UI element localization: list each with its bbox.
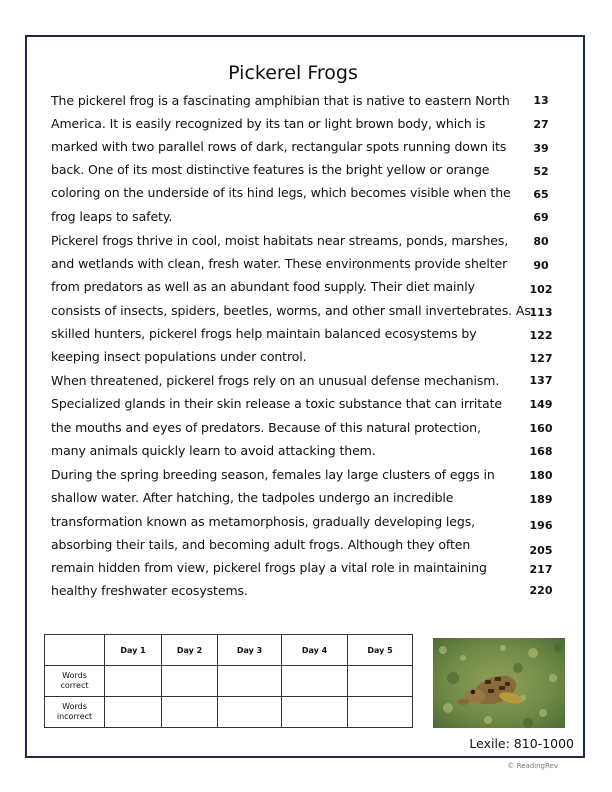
passage-line: marked with two parallel rows of dark, rectangular spots running down its <box>51 139 507 154</box>
word-count: 39 <box>533 142 549 155</box>
word-count: 52 <box>533 165 549 178</box>
word-count: 205 <box>529 544 553 557</box>
word-count: 160 <box>529 422 553 435</box>
passage-line: During the spring breeding season, females lay large clusters of eggs in <box>51 467 495 482</box>
passage-line: consists of insects, spiders, beetles, worms, and other small invertebrates. As <box>51 303 531 318</box>
word-count: 217 <box>529 563 553 576</box>
page-title: Pickerel Frogs <box>228 62 358 84</box>
day-5-correct-cell[interactable] <box>348 666 413 697</box>
day-3-incorrect-cell[interactable] <box>218 697 282 728</box>
passage-line: Pickerel frogs thrive in cool, moist habitats near streams, ponds, marshes, <box>51 233 509 248</box>
passage-line: When threatened, pickerel frogs rely on an unusual defense mechanism. <box>51 373 500 388</box>
passage-line: remain hidden from view, pickerel frogs play a vital role in maintaining <box>51 560 487 575</box>
lexile-level: Lexile: 810-1000 <box>469 736 574 751</box>
passage-line: the mouths and eyes of predators. Because of this natural protection, <box>51 420 481 435</box>
word-count: 69 <box>533 211 549 224</box>
word-count: 189 <box>529 493 553 506</box>
day-3-correct-cell[interactable] <box>218 666 282 697</box>
frog-photo-illustration <box>433 638 565 728</box>
day-5-header: Day 5 <box>348 635 413 666</box>
word-count: 168 <box>529 445 553 458</box>
passage-line: The pickerel frog is a fascinating amphibian that is native to eastern North <box>51 93 510 108</box>
passage-line: absorbing their tails, and becoming adult frogs. Although they often <box>51 537 471 552</box>
word-count: 90 <box>533 259 549 272</box>
word-count: 80 <box>533 235 549 248</box>
passage-line: healthy freshwater ecosystems. <box>51 583 248 598</box>
day-1-incorrect-cell[interactable] <box>105 697 162 728</box>
passage-line: skilled hunters, pickerel frogs help maintain balanced ecosystems by <box>51 326 477 341</box>
words-correct-label: Words correct <box>45 666 105 697</box>
word-count: 65 <box>533 188 549 201</box>
word-count: 13 <box>533 94 549 107</box>
passage-line: and wetlands with clean, fresh water. These environments provide shelter <box>51 256 508 271</box>
day-2-incorrect-cell[interactable] <box>162 697 218 728</box>
word-count: 27 <box>533 118 549 131</box>
table-header-row <box>45 635 413 666</box>
fluency-tracker-table <box>44 634 413 728</box>
passage-line: keeping insect populations under control. <box>51 349 307 364</box>
passage-line: shallow water. After hatching, the tadpoles undergo an incredible <box>51 490 454 505</box>
day-1-header: Day 1 <box>105 635 162 666</box>
day-4-incorrect-cell[interactable] <box>282 697 348 728</box>
word-count: 137 <box>529 374 553 387</box>
passage-line: frog leaps to safety. <box>51 209 173 224</box>
word-count: 220 <box>529 584 553 597</box>
passage-line: transformation known as metamorphosis, gradually developing legs, <box>51 514 475 529</box>
day-4-correct-cell[interactable] <box>282 666 348 697</box>
word-count: 149 <box>529 398 553 411</box>
table-corner-cell <box>45 635 105 666</box>
passage-line: America. It is easily recognized by its tan or light brown body, which is <box>51 116 486 131</box>
word-count: 196 <box>529 519 553 532</box>
table-row <box>45 697 413 728</box>
passage-line: back. One of its most distinctive features is the bright yellow or orange <box>51 162 490 177</box>
copyright-notice: © ReadingRev <box>507 762 558 770</box>
day-2-header: Day 2 <box>162 635 218 666</box>
day-5-incorrect-cell[interactable] <box>348 697 413 728</box>
frog-photo <box>433 638 565 728</box>
day-2-correct-cell[interactable] <box>162 666 218 697</box>
table-row <box>45 666 413 697</box>
word-count: 102 <box>529 283 553 296</box>
day-3-header: Day 3 <box>218 635 282 666</box>
words-incorrect-label: Words incorrect <box>45 697 105 728</box>
word-count: 180 <box>529 469 553 482</box>
word-count: 127 <box>529 352 553 365</box>
word-count: 113 <box>529 306 553 319</box>
passage-line: from predators as well as an abundant food supply. Their diet mainly <box>51 279 475 294</box>
day-1-correct-cell[interactable] <box>105 666 162 697</box>
day-4-header: Day 4 <box>282 635 348 666</box>
passage-line: coloring on the underside of its hind legs, which becomes visible when the <box>51 185 511 200</box>
passage-line: Specialized glands in their skin release a toxic substance that can irritate <box>51 396 502 411</box>
passage-line: many animals quickly learn to avoid attacking them. <box>51 443 376 458</box>
word-count: 122 <box>529 329 553 342</box>
